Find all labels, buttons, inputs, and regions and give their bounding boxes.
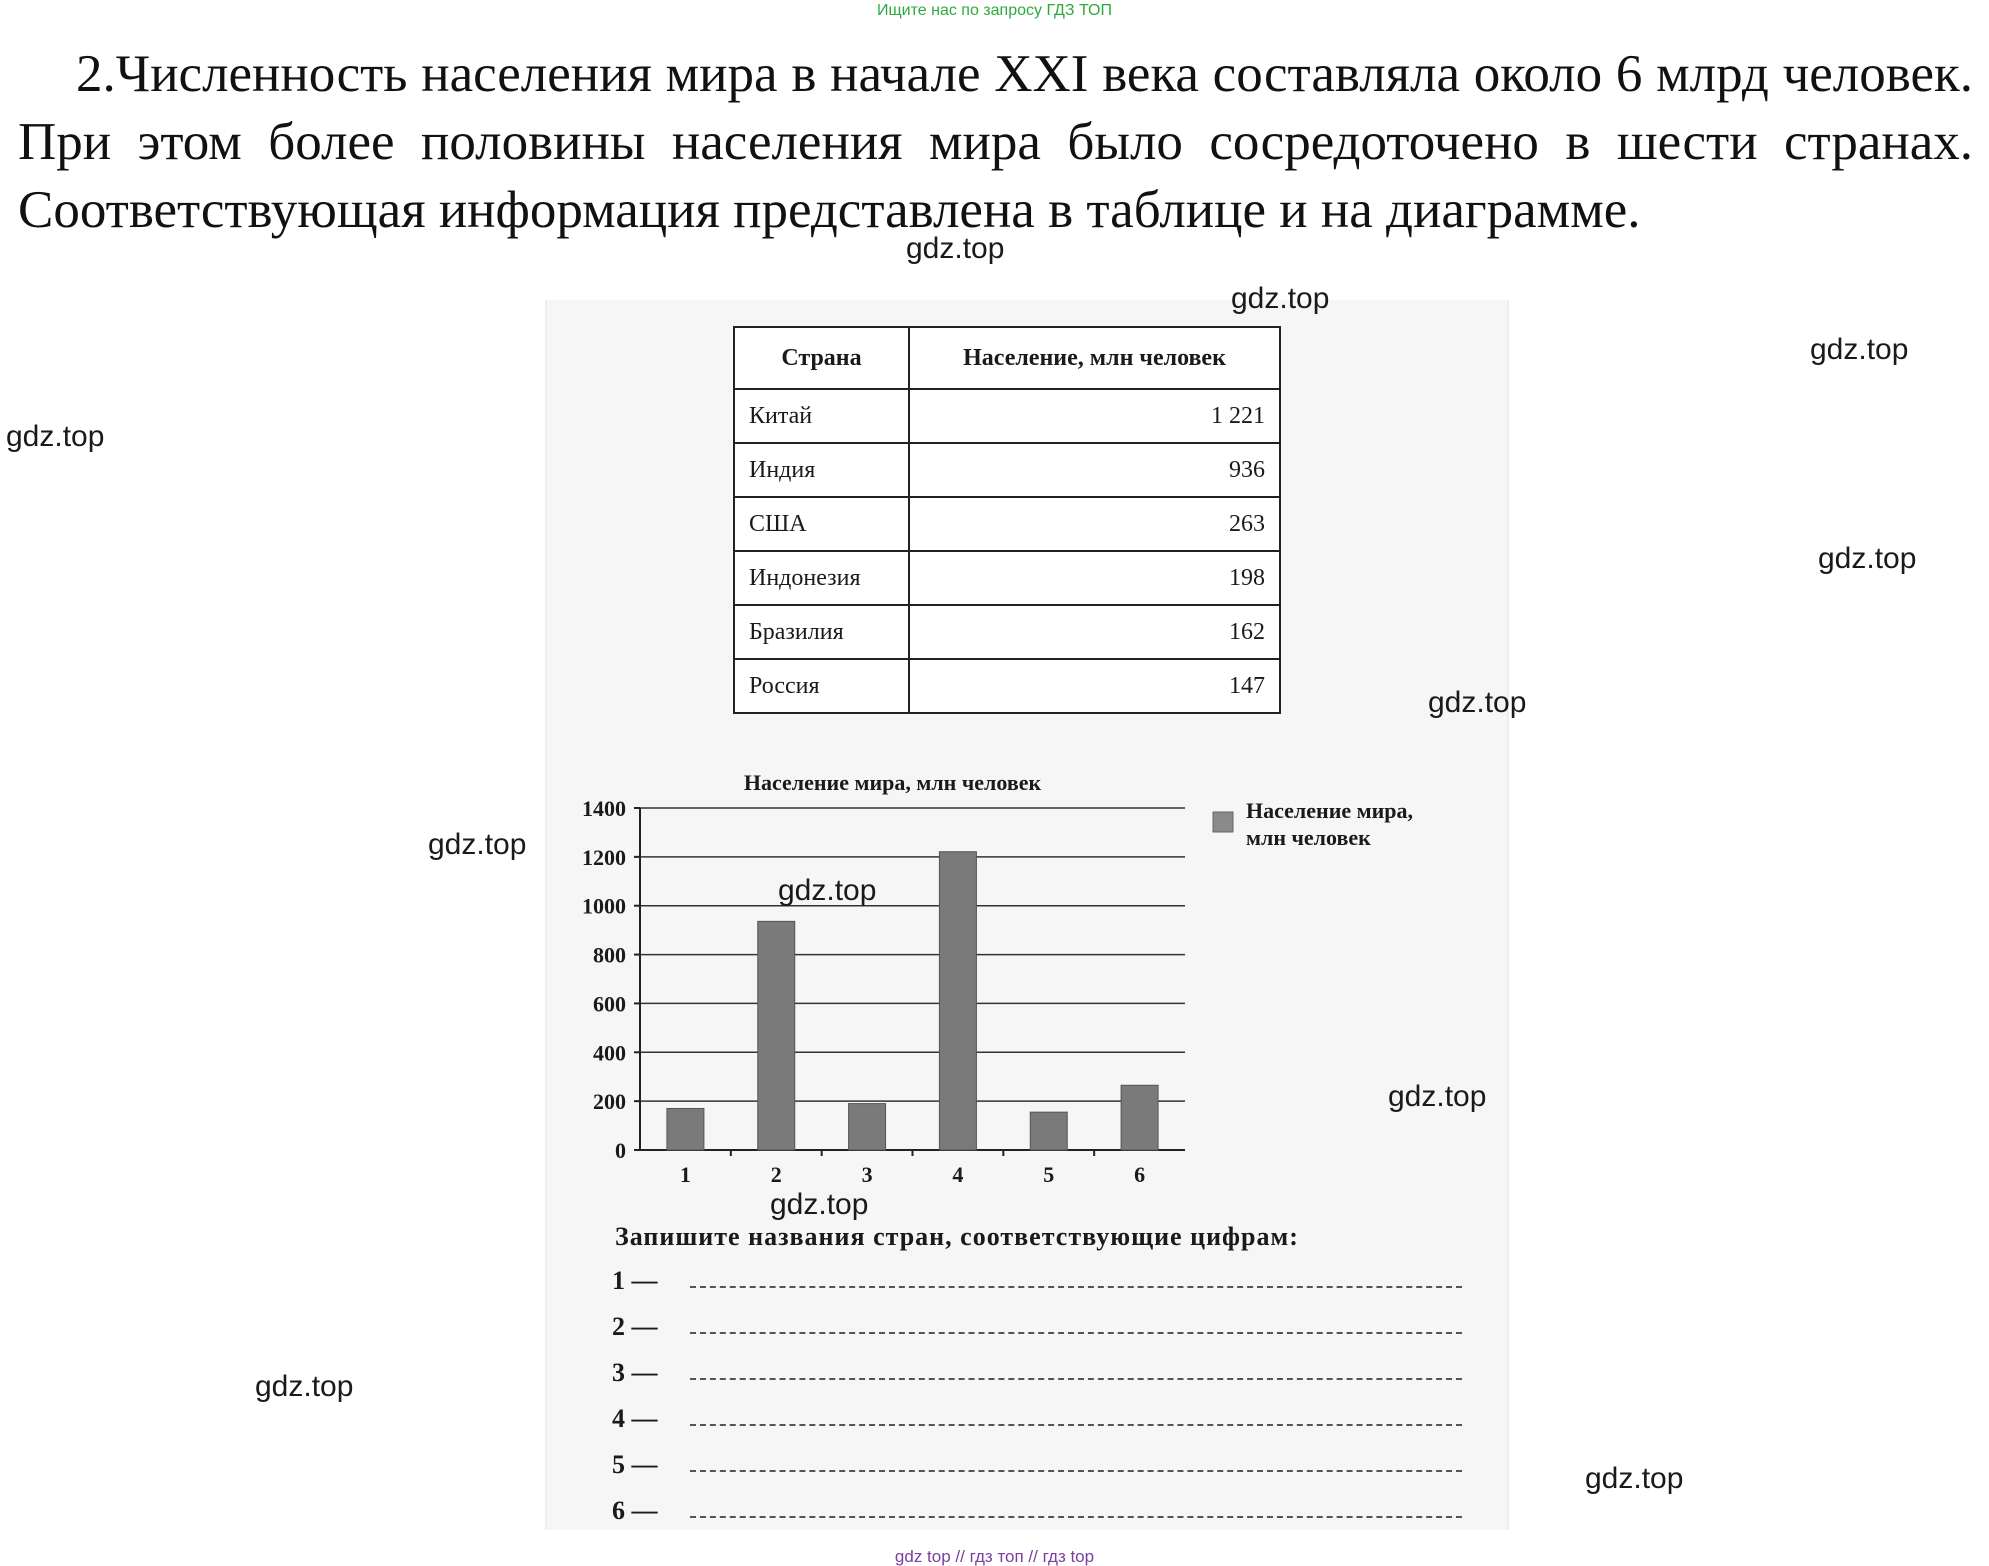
y-tick-label: 1200 — [582, 844, 626, 870]
bar — [849, 1104, 886, 1150]
answer-blank[interactable] — [690, 1286, 1462, 1288]
table-header-population: Население, млн человек — [909, 327, 1280, 389]
answer-number: 3 — — [612, 1358, 658, 1387]
top-banner: Ищите нас по запросу ГДЗ ТОП — [877, 2, 1112, 19]
answer-number: 4 — — [612, 1404, 658, 1433]
task-number: 2. — [76, 45, 116, 103]
answer-number: 2 — — [612, 1312, 658, 1341]
bar — [939, 852, 976, 1150]
legend-swatch — [1213, 812, 1233, 832]
x-tick-label: 1 — [679, 1162, 691, 1187]
bar — [667, 1108, 704, 1150]
population-cell: 198 — [909, 551, 1280, 605]
answer-blank[interactable] — [690, 1516, 1462, 1518]
watermark: gdz.top — [770, 1188, 869, 1221]
watermark: gdz.top — [255, 1370, 354, 1403]
answer-number: 6 — — [612, 1496, 658, 1525]
answer-blank[interactable] — [690, 1332, 1462, 1334]
answer-line — [612, 1262, 1462, 1308]
intro-text: Численность населения мира в начале XXI века составляла около 6 млрд человек. При этом более половины населения мира было сосредоточено в шести странах. Соответствующая информация представлена в таблице и на диаграмме. — [18, 45, 1973, 239]
watermark: gdz.top — [428, 828, 527, 861]
answer-line — [612, 1308, 1462, 1354]
answer-line — [612, 1400, 1462, 1446]
watermark: gdz.top — [1810, 333, 1909, 366]
y-tick-label: 200 — [593, 1089, 626, 1115]
population-cell: 162 — [909, 605, 1280, 659]
bar — [758, 921, 795, 1150]
answer-line — [612, 1354, 1462, 1400]
answer-number: 5 — — [612, 1450, 658, 1479]
answer-line — [612, 1492, 1462, 1538]
footer-links: gdz top // гдз топ // гдз top — [894, 1547, 1095, 1566]
legend-label: млн человек — [1246, 825, 1371, 850]
bar — [1030, 1112, 1067, 1150]
x-tick-label: 5 — [1043, 1162, 1055, 1187]
x-tick-label: 6 — [1134, 1162, 1146, 1187]
answer-number: 1 — — [612, 1266, 658, 1295]
answer-blank[interactable] — [690, 1470, 1462, 1472]
y-tick-label: 0 — [615, 1138, 626, 1163]
answer-list — [612, 1262, 1462, 1538]
population-cell: 263 — [909, 497, 1280, 551]
watermark: gdz.top — [6, 420, 105, 453]
country-cell: Индонезия — [734, 551, 909, 605]
country-cell: Россия — [734, 659, 909, 713]
answer-blank[interactable] — [690, 1378, 1462, 1380]
table-header-country: Страна — [734, 327, 909, 389]
watermark: gdz.top — [1818, 542, 1917, 575]
legend-label: Население мира, — [1246, 798, 1414, 823]
y-tick-label: 600 — [593, 991, 626, 1017]
answer-blank[interactable] — [690, 1424, 1462, 1426]
y-tick-label: 1000 — [582, 893, 626, 919]
x-tick-label: 2 — [770, 1162, 782, 1187]
y-tick-label: 800 — [593, 942, 626, 968]
watermark: gdz.top — [906, 232, 1005, 265]
chart-title: Население мира, млн человек — [743, 770, 1042, 795]
country-cell: Китай — [734, 389, 909, 443]
x-tick-label: 4 — [952, 1162, 964, 1187]
population-cell: 147 — [909, 659, 1280, 713]
y-tick-label: 1400 — [582, 796, 626, 821]
watermark: gdz.top — [1428, 686, 1527, 719]
watermark: gdz.top — [1231, 282, 1330, 315]
country-cell: США — [734, 497, 909, 551]
watermark: gdz.top — [1388, 1080, 1487, 1113]
population-cell: 1 221 — [909, 389, 1280, 443]
x-tick-label: 3 — [861, 1162, 873, 1187]
watermark: gdz.top — [778, 874, 877, 907]
question-text: Запишите названия стран, соответствующие цифрам: — [615, 1222, 1299, 1251]
y-tick-label: 400 — [593, 1040, 626, 1066]
answer-line — [612, 1446, 1462, 1492]
country-cell: Бразилия — [734, 605, 909, 659]
population-cell: 936 — [909, 443, 1280, 497]
watermark: gdz.top — [1585, 1462, 1684, 1495]
country-cell: Индия — [734, 443, 909, 497]
bar — [1121, 1085, 1158, 1150]
